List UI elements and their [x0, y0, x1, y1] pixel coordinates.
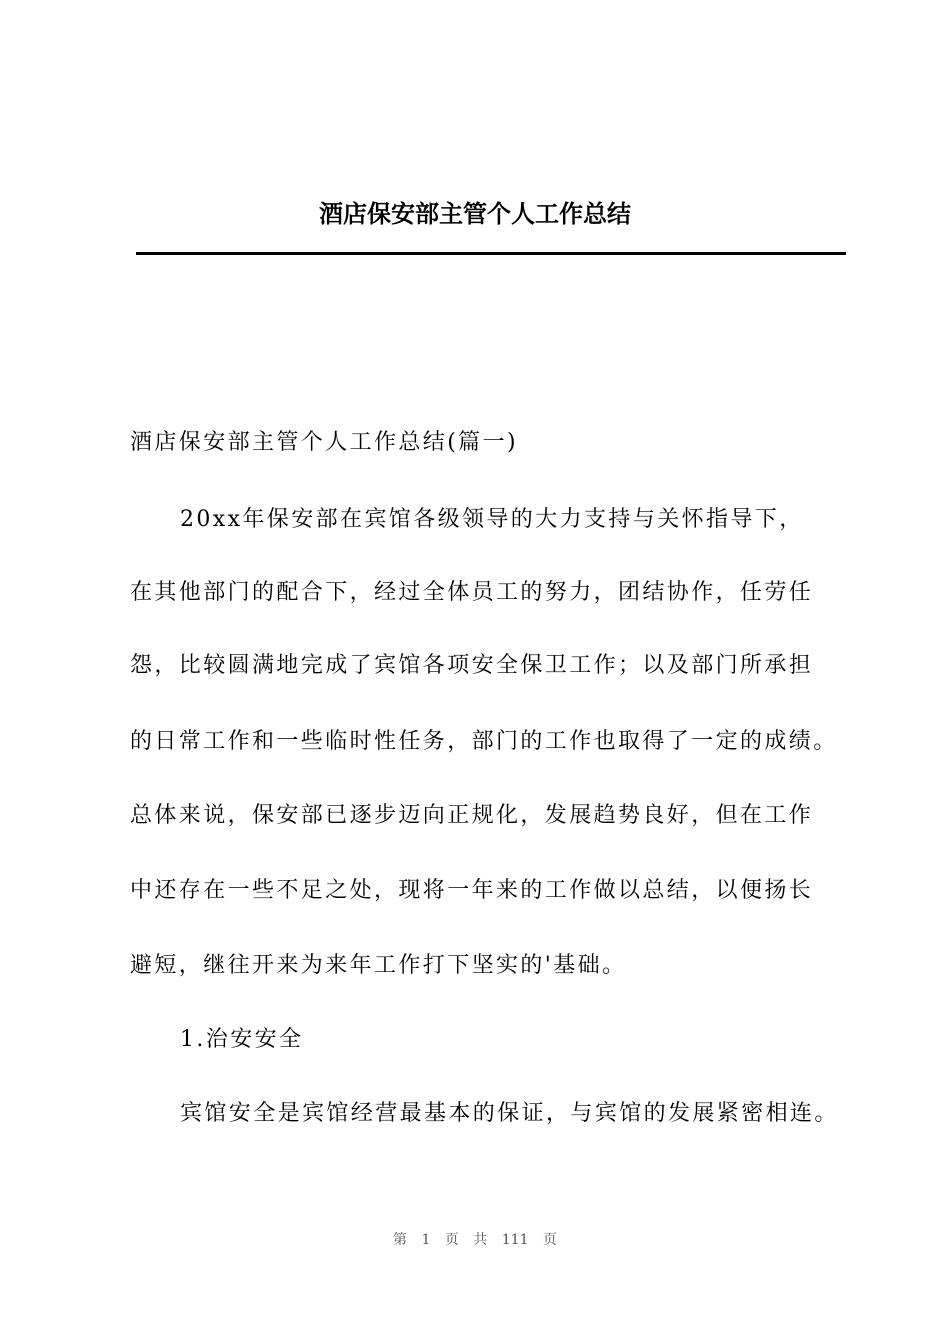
- paragraph-line: 避短，继往开来为来年工作打下坚实的'基础。: [130, 953, 627, 978]
- title-divider: [136, 252, 846, 255]
- section-heading: 酒店保安部主管个人工作总结(篇一): [130, 430, 518, 455]
- subheading: 1.治安安全: [180, 1027, 304, 1052]
- paragraph-line: 总体来说，保安部已逐步迈向正规化，发展趋势良好，但在工作: [130, 803, 814, 828]
- paragraph-line: 在其他部门的配合下，经过全体员工的努力，团结协作，任劳任: [130, 580, 814, 605]
- document-title: 酒店保安部主管个人工作总结: [319, 199, 631, 228]
- paragraph-line: 20xx年保安部在宾馆各级领导的大力支持与关怀指导下，: [180, 507, 804, 532]
- paragraph-line: 的日常工作和一些临时性任务，部门的工作也取得了一定的成绩。: [130, 729, 838, 754]
- paragraph-line: 宾馆安全是宾馆经营最基本的保证，与宾馆的发展紧密相连。: [180, 1101, 839, 1126]
- paragraph-line: 怨，比较圆满地完成了宾馆各项安全保卫工作；以及部门所承担: [130, 653, 814, 678]
- page-footer: 第 1 页 共 111 页: [393, 1232, 557, 1248]
- paragraph-line: 中还存在一些不足之处，现将一年来的工作做以总结，以便扬长: [130, 878, 814, 903]
